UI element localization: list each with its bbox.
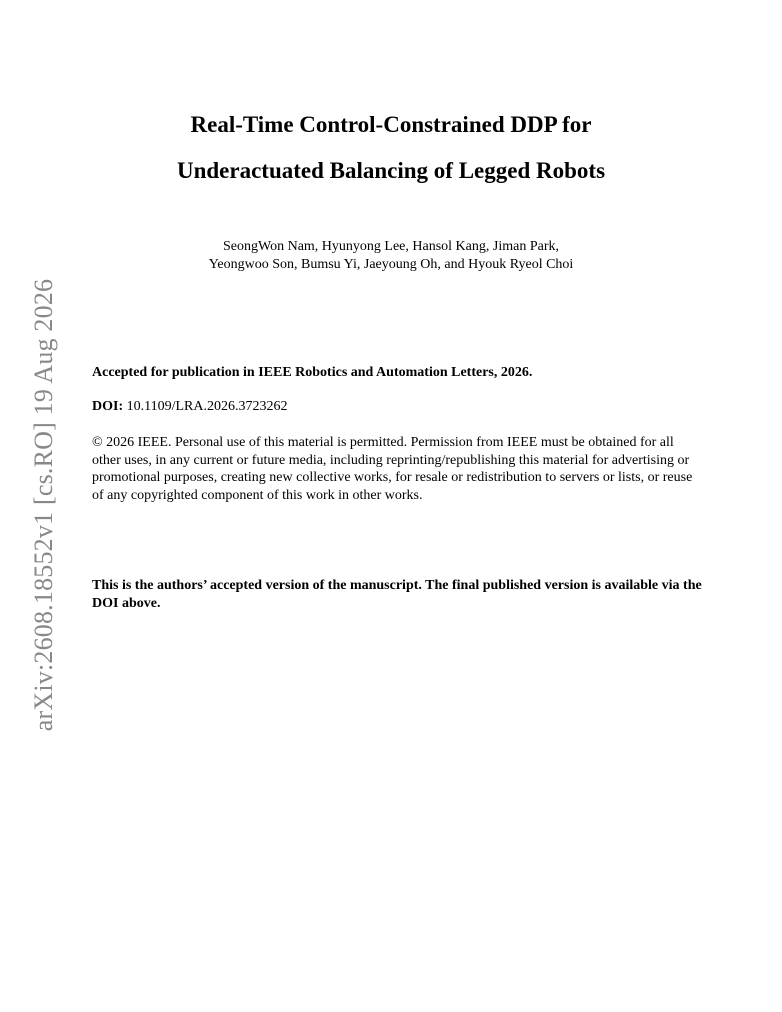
author-list-line-2: Yeongwoo Son, Bumsu Yi, Jaeyoung Oh, and Hyouk Ryeol Choi [208, 257, 574, 272]
doi-label: DOI: [92, 399, 124, 414]
acceptance-statement: Accepted for publication in IEEE Robotics and Automation Letters, 2026. [92, 365, 533, 380]
copyright-notice: © 2026 IEEE. Personal use of this material is permitted. Permission from IEEE must be obtained for all other uses, in any current or future media, including reprinting/republishing this material for advertising or promotional purposes, creating new collective works, for resale or redistribution to servers or lists, or reuse of any copyrighted component of this work in other works. [92, 435, 693, 503]
author-list-line-1: SeongWon Nam, Hyunyong Lee, Hansol Kang, Jiman Park, [223, 239, 559, 254]
paper-title-line-2: Underactuated Balancing of Legged Robots [176, 158, 606, 183]
doi-value: 10.1109/LRA.2026.3723262 [126, 399, 288, 414]
arxiv-identifier-stamp: arXiv:2608.18552v1 [cs.RO] 19 Aug 2026 [29, 278, 58, 732]
paper-title-line-1: Real-Time Control-Constrained DDP for [190, 112, 592, 137]
accepted-version-note: This is the authors’ accepted version of the manuscript. The final published version is available via the DOI above. [92, 578, 702, 611]
doi-line [92, 398, 702, 416]
